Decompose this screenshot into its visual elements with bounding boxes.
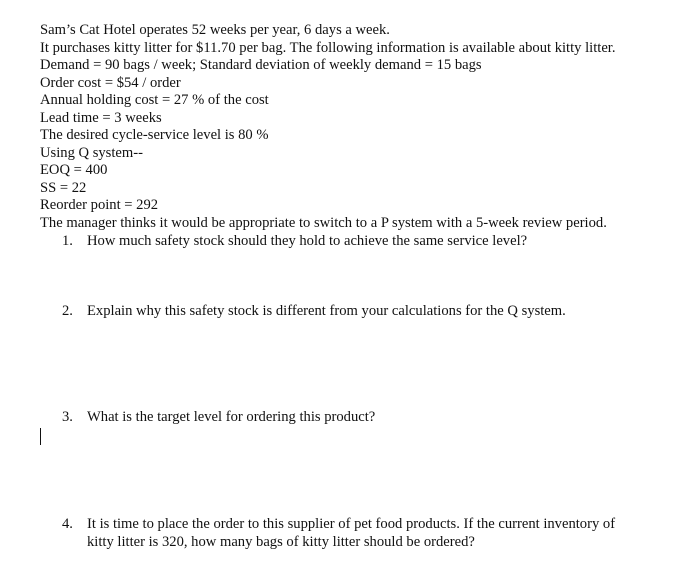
intro-line-price: It purchases kitty litter for $11.70 per bag. The following information is available about kitty litter. [40, 40, 616, 56]
question-number: 1. [62, 233, 73, 249]
intro-line-demand: Demand = 90 bags / week; Standard deviation of weekly demand = 15 bags [40, 57, 482, 73]
question-number: 2. [62, 303, 73, 319]
intro-line-service-level: The desired cycle-service level is 80 % [40, 127, 269, 143]
question-text-line-1: It is time to place the order to this supplier of pet food products. If the current inventory of [87, 516, 616, 532]
question-text: Explain why this safety stock is different from your calculations for the Q system. [87, 303, 566, 319]
intro-line-reorder-point: Reorder point = 292 [40, 197, 159, 213]
intro-line-lead-time: Lead time = 3 weeks [40, 110, 162, 126]
text-cursor [40, 428, 41, 445]
intro-line-q-system: Using Q system-- [40, 145, 143, 161]
intro-line-hotel: Sam’s Cat Hotel operates 52 weeks per year, 6 days a week. [40, 22, 390, 38]
question-number: 4. [62, 516, 73, 532]
question-text-line-2: kitty litter is 320, how many bags of kitty litter should be ordered? [87, 534, 475, 550]
intro-line-order-cost: Order cost = $54 / order [40, 75, 181, 91]
intro-line-holding-cost: Annual holding cost = 27 % of the cost [40, 92, 269, 108]
question-text: How much safety stock should they hold to achieve the same service level? [87, 233, 528, 249]
intro-line-p-system: The manager thinks it would be appropriate to switch to a P system with a 5-week review period. [40, 215, 607, 231]
question-number: 3. [62, 409, 73, 425]
intro-line-eoq: EOQ = 400 [40, 162, 108, 178]
intro-line-safety-stock: SS = 22 [40, 180, 87, 196]
question-text: What is the target level for ordering this product? [87, 409, 376, 425]
